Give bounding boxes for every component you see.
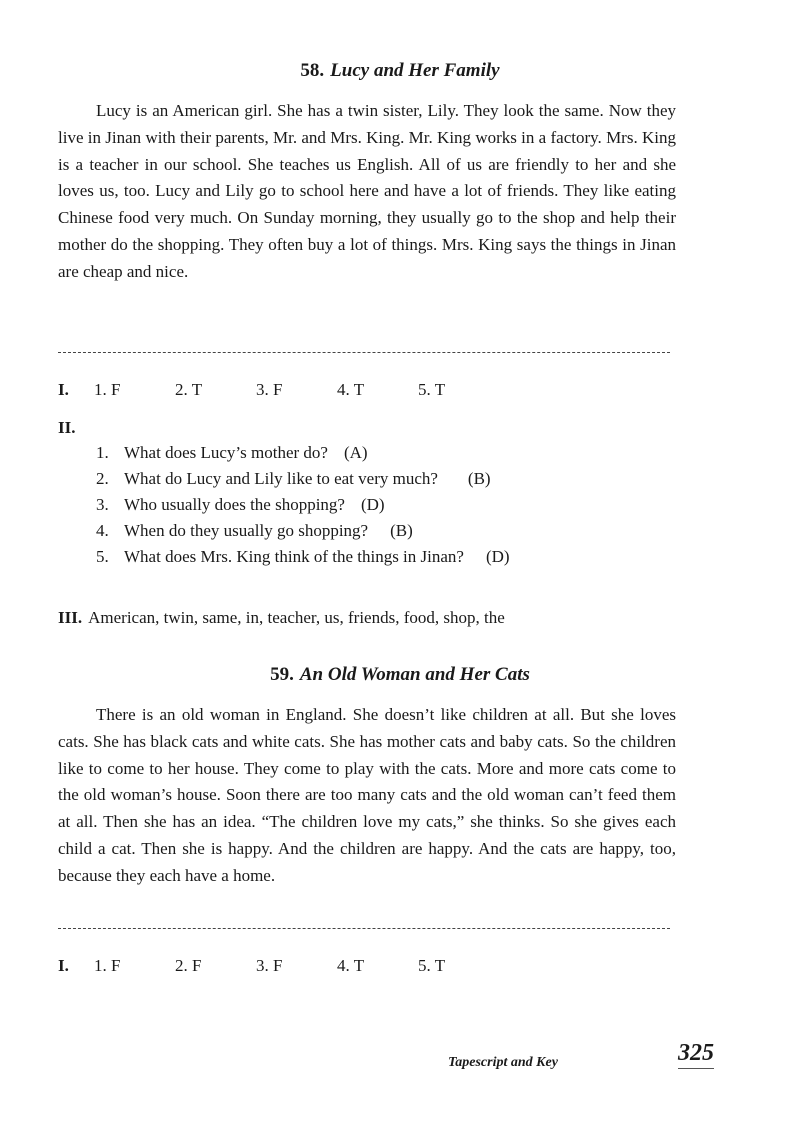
part3-words: American, twin, same, in, teacher, us, friends, food, shop, the — [88, 608, 505, 627]
section-58-name: Lucy and Her Family — [330, 60, 500, 81]
question-text: What do Lucy and Lily like to eat very much? — [124, 469, 438, 488]
section-59-part1-answers — [58, 956, 499, 976]
question-number: 1. — [96, 443, 109, 462]
section-58-question-list — [96, 440, 510, 570]
question-item — [96, 544, 510, 570]
question-item — [96, 440, 510, 466]
section-59-divider — [58, 928, 670, 929]
section-58-paragraph: Lucy is an American girl. She has a twin sister, Lily. They look the same. Now they live in Jinan with their parents, Mr. and Mrs. King. Mr. King works in a factory. Mrs. King is a teacher in our school. She teaches us English. All of us are friendly to her and she loves us, too. Lucy and Lily go to school here and have a lot of friends. They like eating Chinese food very much. On Sunday morning, they usually go to the shop and help their mother do the shopping. They often buy a lot of things. Mrs. King says the things in Jinan are cheap and nice. — [58, 101, 676, 281]
question-number: 3. — [96, 495, 109, 514]
answer-item: 3. F — [256, 380, 283, 399]
part3-label: III. — [58, 608, 83, 627]
question-text: Who usually does the shopping? — [124, 495, 345, 514]
question-text: What does Mrs. King think of the things in Jinan? — [124, 547, 464, 566]
section-59-number: 59. — [270, 664, 294, 685]
section-58-divider — [58, 352, 670, 353]
question-text: What does Lucy’s mother do? — [124, 443, 328, 462]
part1-label: I. — [58, 380, 69, 399]
answer-item: 3. F — [256, 956, 283, 975]
question-number: 2. — [96, 469, 109, 488]
question-answer: (D) — [360, 495, 385, 514]
answer-item: 1. F — [94, 956, 121, 975]
question-number: 5. — [96, 547, 109, 566]
answer-item: 5. T — [418, 956, 446, 975]
question-text: When do they usually go shopping? — [124, 521, 369, 540]
answer-item: 4. T — [337, 956, 365, 975]
section-59-title — [0, 664, 800, 686]
section-58-part1-answers — [58, 380, 499, 400]
question-answer: (A) — [343, 443, 368, 462]
question-item — [96, 466, 510, 492]
answer-item: 1. F — [94, 380, 121, 399]
question-answer: (B) — [467, 469, 491, 488]
section-59-name: An Old Woman and Her Cats — [299, 664, 530, 685]
question-answer: (B) — [390, 521, 413, 540]
answer-item: 2. F — [175, 956, 202, 975]
question-answer: (D) — [485, 547, 510, 566]
section-58-title — [0, 60, 800, 82]
footer-section-label: Tapescript and Key — [448, 1055, 558, 1070]
question-number: 4. — [96, 521, 109, 540]
question-item — [96, 492, 510, 518]
answer-item: 4. T — [337, 380, 365, 399]
answer-item: 2. T — [175, 380, 203, 399]
section-59-paragraph: There is an old woman in England. She doesn’t like children at all. But she loves cats. She has black cats and white cats. She has mother cats and baby cats. So the children like to come to her house. They come to play with the cats. More and more cats come to the old woman’s house. Soon there are too many cats and the old woman can’t feed them at all. Then she has an idea. “The children love my cats,” she thinks. So she gives each child a cat. Then she is happy. And the children are happy. And the cats are happy, too, because they each have a home. — [58, 705, 676, 885]
part2-label: II. — [58, 418, 76, 437]
part1-label: I. — [58, 956, 69, 975]
section-58-number: 58. — [300, 60, 325, 81]
question-item — [96, 518, 510, 544]
answer-item: 5. T — [418, 380, 446, 399]
page-number: 325 — [678, 1040, 714, 1069]
section-58-part3 — [58, 608, 505, 628]
